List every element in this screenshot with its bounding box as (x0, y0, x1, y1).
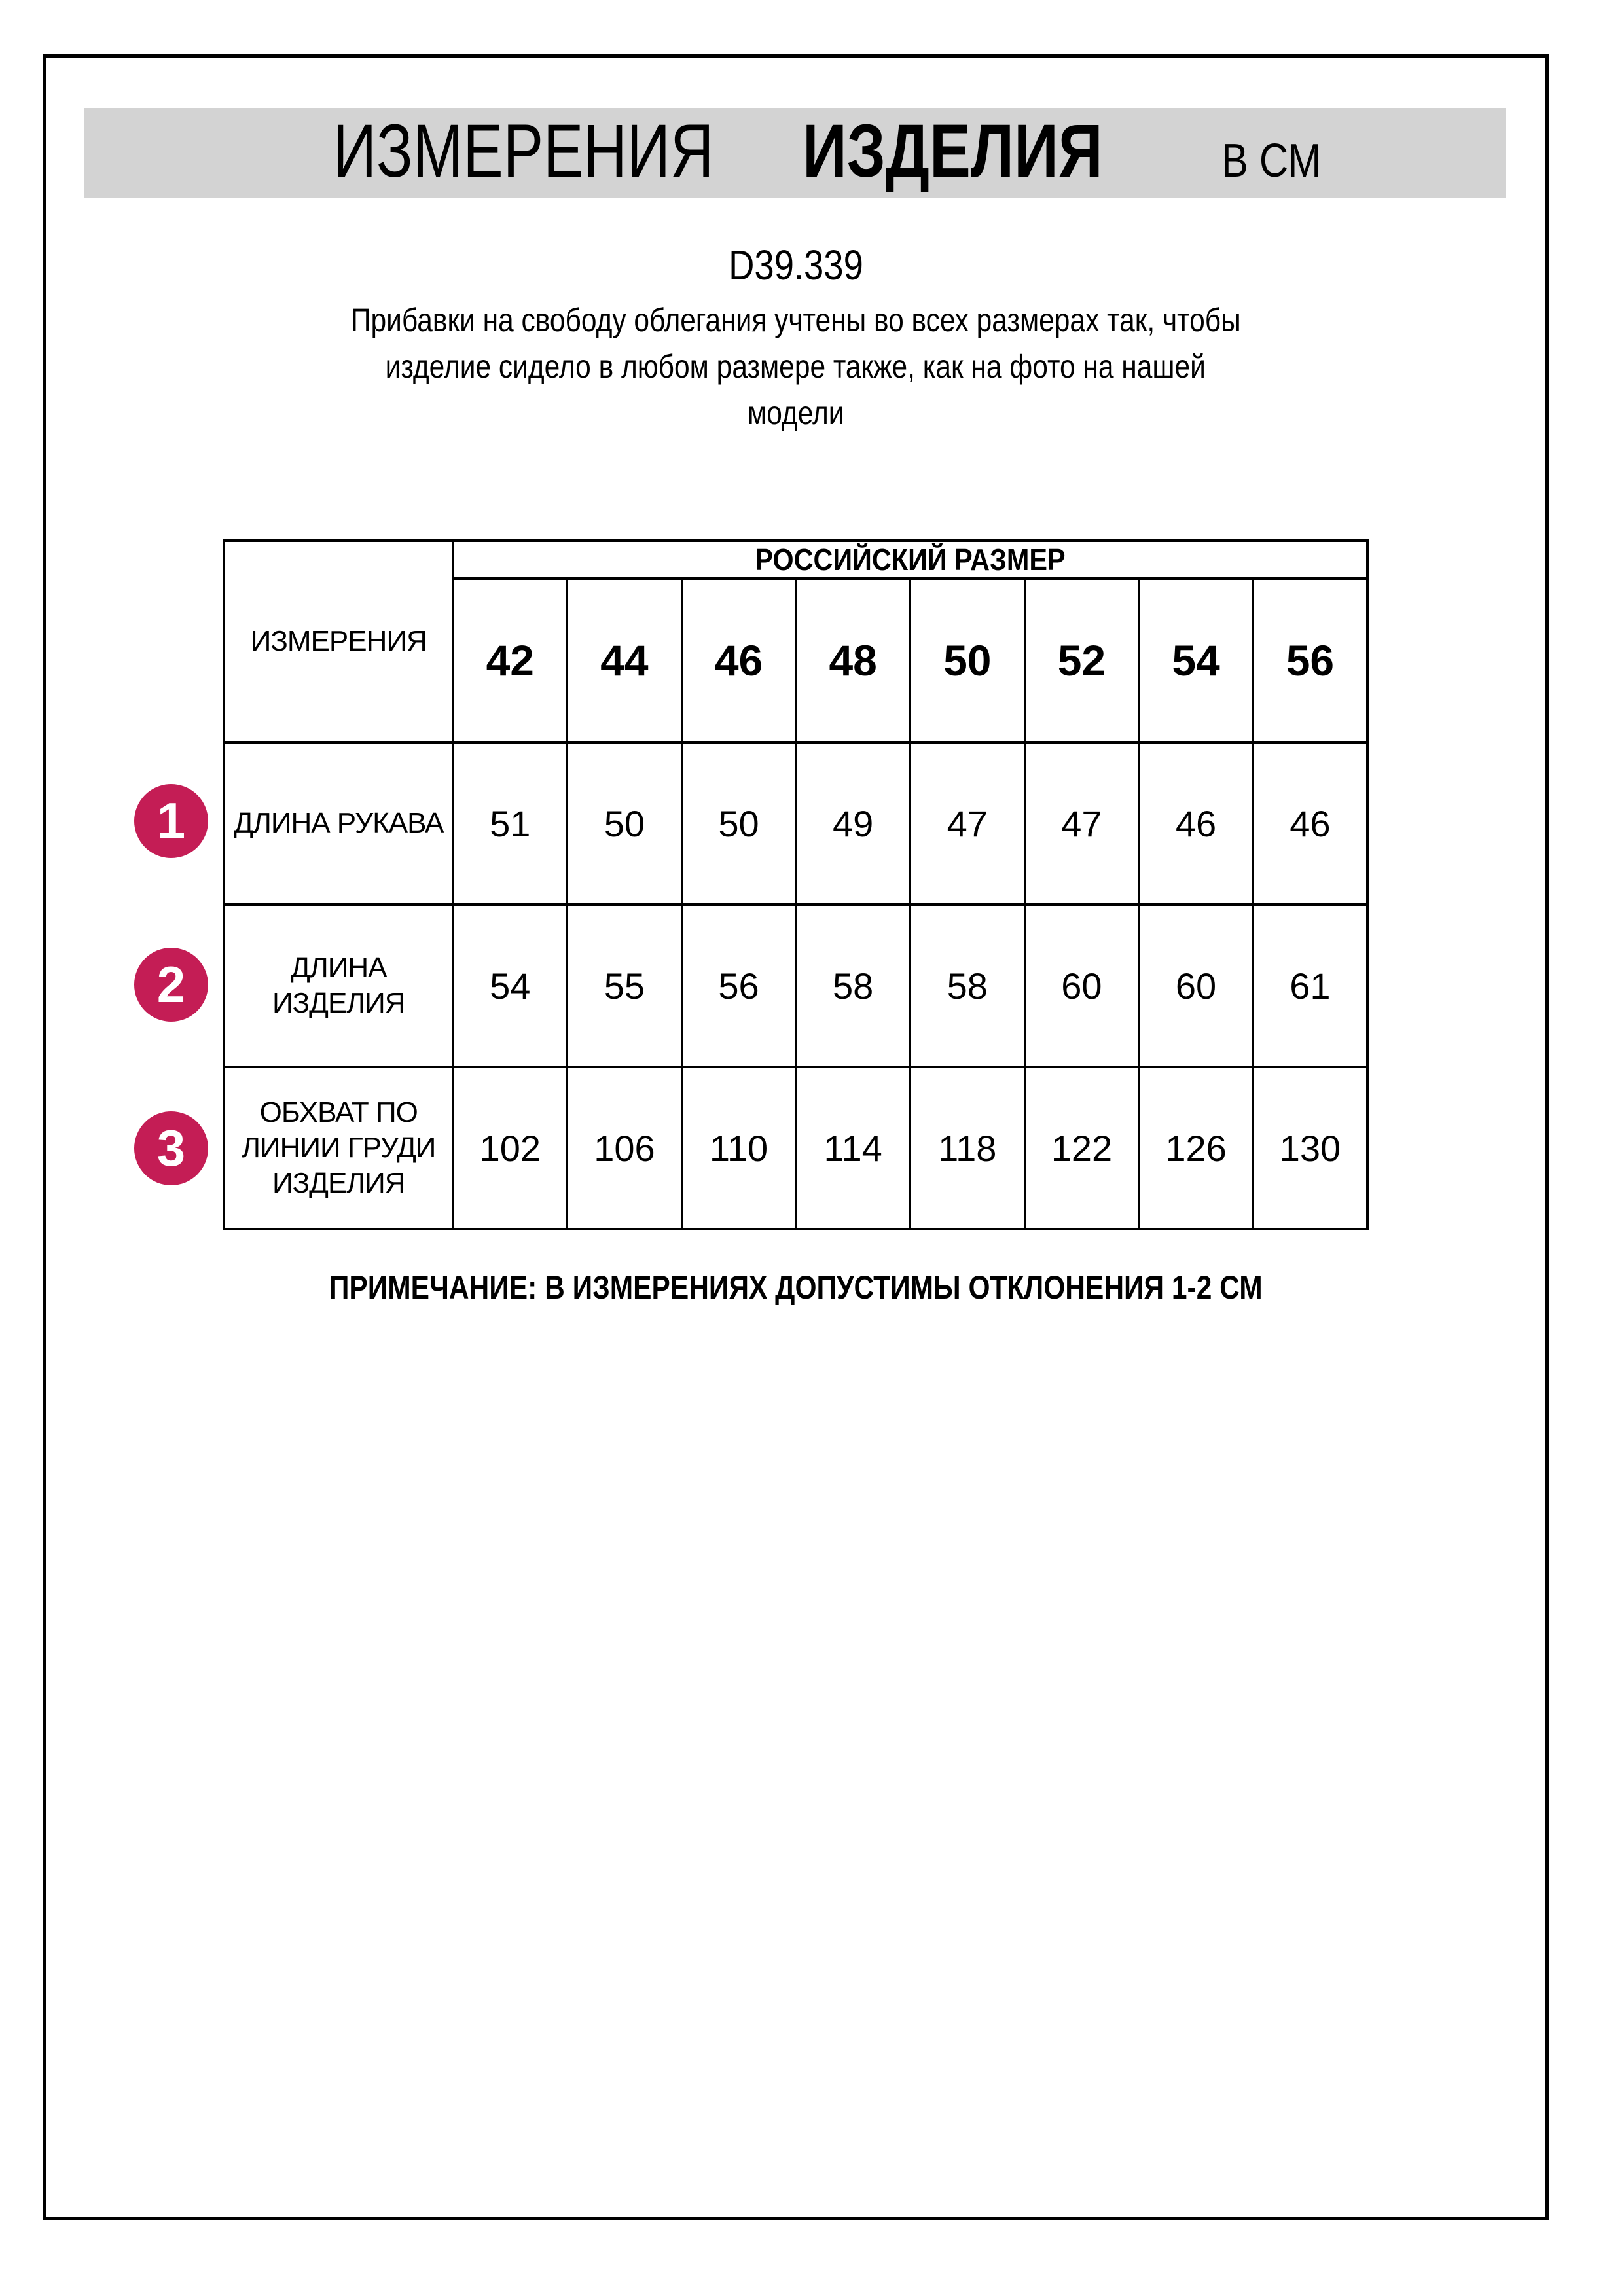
title-bar (84, 108, 1506, 198)
title-word-measurements: ИЗМЕРЕНИЯ (333, 109, 713, 193)
measurements-column-header: ИЗМЕРЕНИЯ (224, 541, 453, 742)
value-cell: 46 (1253, 742, 1367, 905)
fit-description-line-1: Прибавки на свободу облегания учтены во всех размерах так, чтобы (350, 302, 1241, 338)
value-cell: 102 (453, 1067, 568, 1229)
size-col-header: 50 (911, 579, 1025, 742)
value-cell: 58 (796, 905, 911, 1067)
size-col-header: 46 (681, 579, 796, 742)
value-cell: 126 (1139, 1067, 1254, 1229)
size-col-header: 54 (1139, 579, 1254, 742)
value-cell: 61 (1253, 905, 1367, 1067)
value-cell: 114 (796, 1067, 911, 1229)
size-col-header: 52 (1024, 579, 1139, 742)
value-cell: 122 (1024, 1067, 1139, 1229)
size-table-header-row (224, 541, 1367, 579)
value-cell: 60 (1024, 905, 1139, 1067)
value-cell: 50 (681, 742, 796, 905)
size-col-header: 56 (1253, 579, 1367, 742)
value-cell: 58 (911, 905, 1025, 1067)
value-cell: 47 (911, 742, 1025, 905)
tolerance-note: ПРИМЕЧАНИЕ: В ИЗМЕРЕНИЯХ ДОПУСТИМЫ ОТКЛОНЕНИЯ 1-2 СМ (329, 1269, 1263, 1306)
value-cell: 50 (568, 742, 682, 905)
size-col-header: 42 (453, 579, 568, 742)
row-label: ДЛИНА РУКАВА (224, 742, 453, 905)
value-cell: 60 (1139, 905, 1254, 1067)
value-cell: 118 (911, 1067, 1025, 1229)
value-cell: 106 (568, 1067, 682, 1229)
value-cell: 56 (681, 905, 796, 1067)
size-col-header: 48 (796, 579, 911, 742)
value-cell: 51 (453, 742, 568, 905)
size-col-header: 44 (568, 579, 682, 742)
row-label: ОБХВАТ ПО ЛИНИИ ГРУДИ ИЗДЕЛИЯ (224, 1067, 453, 1229)
size-table (223, 539, 1369, 1230)
value-cell: 130 (1253, 1067, 1367, 1229)
fit-description-line-2: изделие сидело в любом размере также, как на фото на нашей (385, 348, 1206, 385)
title-units-label: В СМ (1221, 135, 1321, 187)
product-code: D39.339 (728, 242, 863, 289)
value-cell: 46 (1139, 742, 1254, 905)
fit-description (43, 301, 1549, 440)
row-marker-3-badge: 3 (134, 1111, 208, 1185)
row-label: ДЛИНА ИЗДЕЛИЯ (224, 905, 453, 1067)
russian-size-group-header: РОССИЙСКИЙ РАЗМЕР (453, 541, 1367, 579)
value-cell: 110 (681, 1067, 796, 1229)
fit-description-line-3: модели (747, 395, 844, 431)
table-row-sleeve-length (224, 742, 1367, 905)
title-word-product: ИЗДЕЛИЯ (802, 109, 1103, 193)
value-cell: 49 (796, 742, 911, 905)
row-marker-1-badge: 1 (134, 784, 208, 858)
table-row-chest-girth (224, 1067, 1367, 1229)
value-cell: 55 (568, 905, 682, 1067)
value-cell: 47 (1024, 742, 1139, 905)
table-row-item-length (224, 905, 1367, 1067)
row-marker-2-badge: 2 (134, 948, 208, 1022)
value-cell: 54 (453, 905, 568, 1067)
